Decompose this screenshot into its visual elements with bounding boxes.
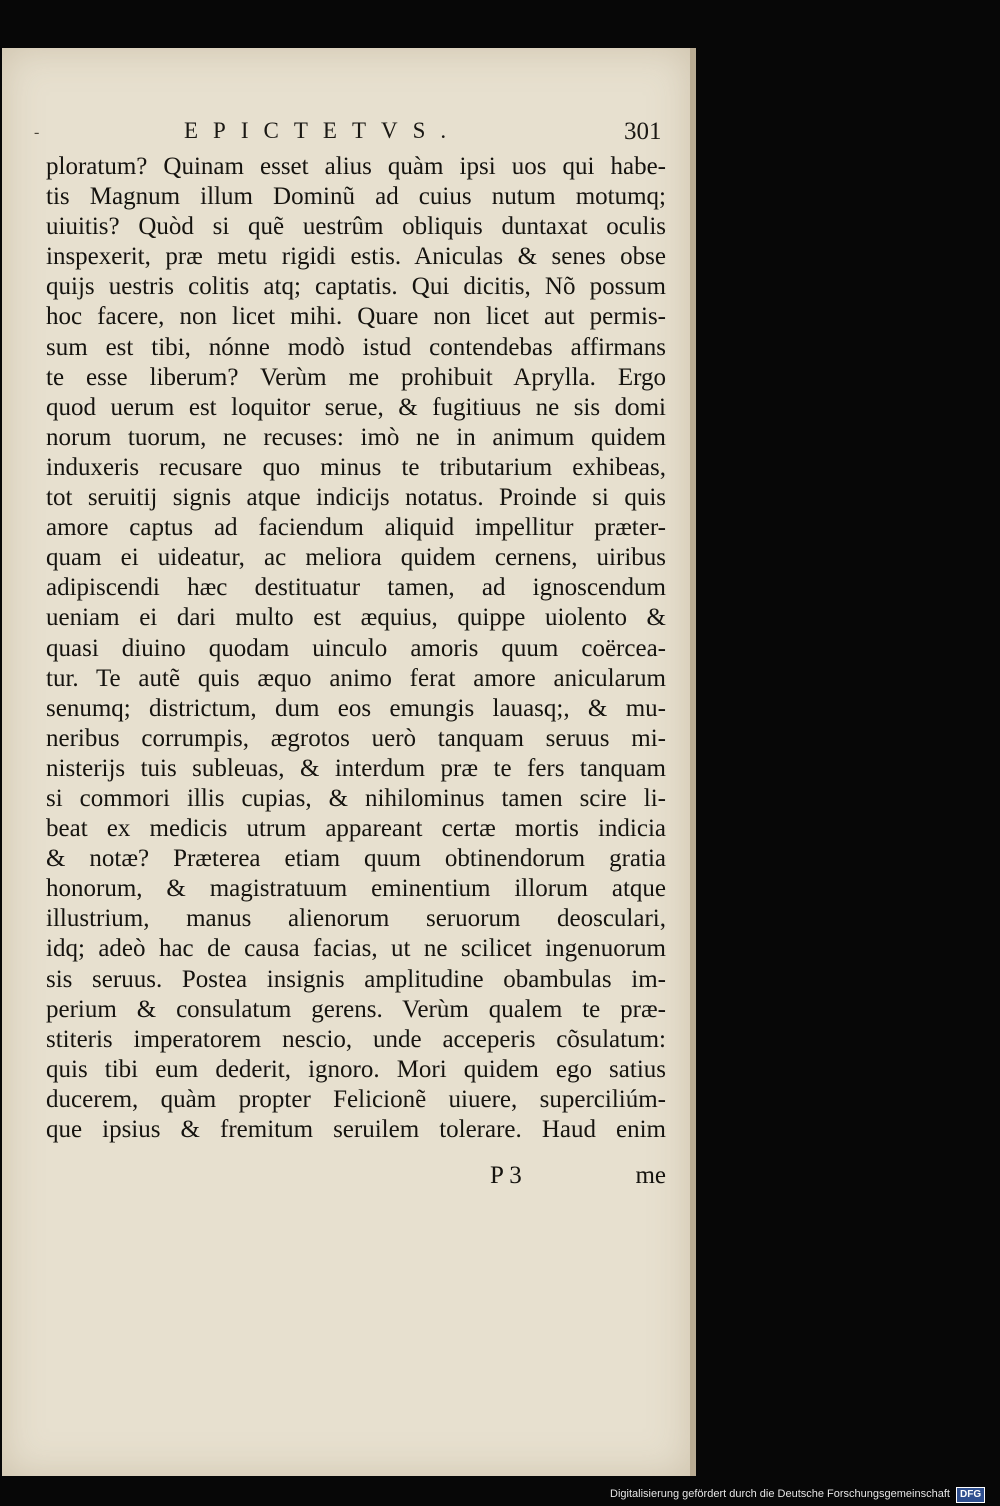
text-line: norum tuorum, ne recuses: imò ne in animum quidem <box>46 423 666 451</box>
signature-mark: P 3 <box>490 1162 522 1189</box>
text-line: hoc facere, non licet mihi. Quare non licet aut permis- <box>46 303 666 331</box>
text-line: adipiscendi hæc destituatur tamen, ad ignoscendum <box>46 574 666 602</box>
text-line: nisterijs tuis subleuas, & interdum præ te fers tanquam <box>46 754 666 782</box>
text-line: quod uerum est loquitor serue, & fugitiuus ne sis domi <box>46 393 666 421</box>
text-line: ueniam ei dari multo est æquius, quippe uiolento & <box>46 604 666 632</box>
page-edge <box>690 48 696 1476</box>
text-line: neribus corrumpis, ægrotos uerò tanquam seruus mi- <box>46 724 666 752</box>
text-line: beat ex medicis utrum appareant certæ mortis indicia <box>46 815 666 843</box>
text-line: sis seruus. Postea insignis amplitudine obambulas im- <box>46 965 666 993</box>
text-line: tis Magnum illum Dominũ ad cuius nutum motumq; <box>46 183 666 211</box>
text-line: illustrium, manus alienorum seruorum deosculari, <box>46 905 666 933</box>
signature-line <box>490 1162 666 1192</box>
text-line: tot seruitij signis atque indicijs notatus. Proinde si quis <box>46 484 666 512</box>
text-line: quijs uestris colitis atq; captatis. Qui dicitis, Nõ possum <box>46 273 666 301</box>
text-line: inspexerit, præ metu rigidi estis. Aniculas & senes obse <box>46 243 666 271</box>
text-line: stiteris imperatorem nescio, unde acceperis cõsulatum: <box>46 1025 666 1053</box>
text-line: senumq; districtum, dum eos emungis lauasq;, & mu- <box>46 694 666 722</box>
text-line: si commori illis cupias, & nihilominus tamen scire li- <box>46 784 666 812</box>
footer-credit-text: Digitalisierung gefördert durch die Deutsche Forschungsgemeinschaft <box>610 1488 950 1500</box>
folio-number: 301 <box>624 118 662 145</box>
running-title: EPICTETVS. <box>184 118 462 143</box>
running-head <box>0 118 690 152</box>
text-line: tur. Te autẽ quis æquo animo ferat amore anicularum <box>46 664 666 692</box>
text-line: quasi diuino quodam uinculo amoris quum coërcea- <box>46 634 666 662</box>
text-line: quis tibi eum dederit, ignoro. Mori quidem ego satius <box>46 1055 666 1083</box>
text-line: ploratum? Quinam esset alius quàm ipsi uos qui habe- <box>46 153 666 180</box>
footer-credit <box>610 1487 1000 1505</box>
margin-mark: - <box>34 124 40 141</box>
text-line: perium & consulatum gerens. Verùm qualem te præ- <box>46 995 666 1023</box>
text-line: uiuitis? Quòd si quẽ uestrûm obliquis duntaxat oculis <box>46 213 666 241</box>
text-line: sum est tibi, nónne modò istud contendebas affirmans <box>46 333 666 361</box>
text-line: ducerem, quàm propter Felicionẽ uiuere, superciliúm- <box>46 1085 666 1113</box>
text-line: amore captus ad faciendum aliquid impellitur præter- <box>46 514 666 542</box>
text-line: quam ei uideatur, ac meliora quidem cernens, uiribus <box>46 544 666 572</box>
text-line: honorum, & magistratuum eminentium illorum atque <box>46 875 666 903</box>
catchword: me <box>635 1162 666 1189</box>
text-line: & notæ? Præterea etiam quum obtinendorum gratia <box>46 845 666 873</box>
text-line: te esse liberum? Verùm me prohibuit Aprylla. Ergo <box>46 363 666 391</box>
text-line: que ipsius & fremitum seruilem tolerare. Haud enim <box>46 1116 666 1143</box>
text-line: induxeris recusare quo minus te tributarium exhibeas, <box>46 453 666 481</box>
dfg-logo: DFG <box>956 1487 985 1503</box>
text-line: idq; adeò hac de causa facias, ut ne scilicet ingenuorum <box>46 935 666 963</box>
text-block <box>46 152 666 1145</box>
